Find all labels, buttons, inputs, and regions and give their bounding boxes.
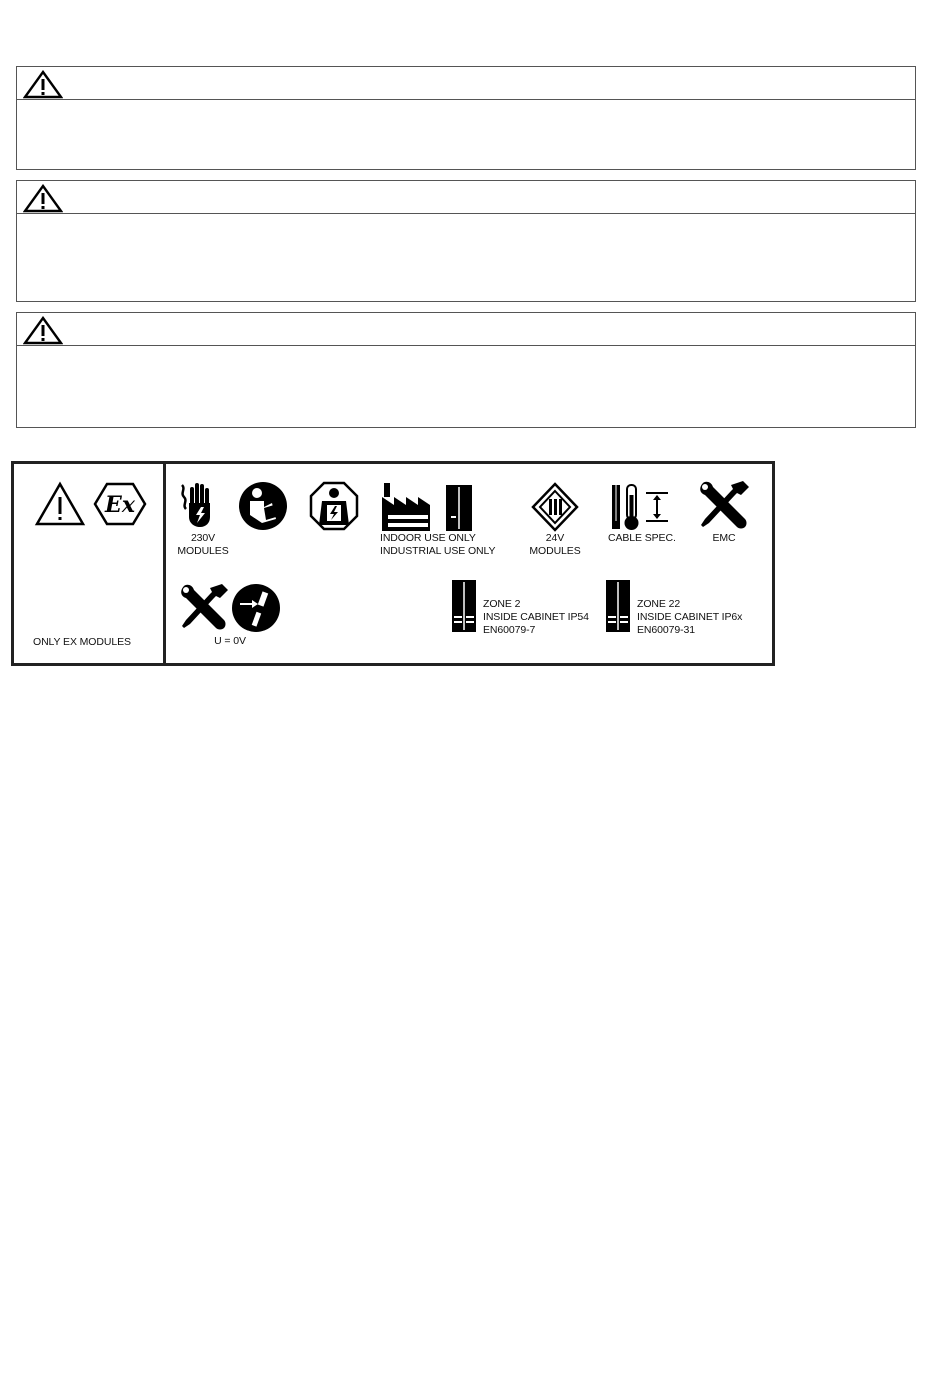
warning-triangle-icon <box>34 481 86 527</box>
label-zone-2-line2: INSIDE CABINET IP54 <box>483 611 589 623</box>
label-zone-22 <box>637 598 742 637</box>
label-indoor-line2: INDUSTRIAL USE ONLY <box>380 545 496 557</box>
warning-box-body <box>17 347 915 427</box>
wrench-screwdriver-icon <box>697 479 751 533</box>
warning-triangle-icon <box>23 184 63 213</box>
label-zone-22-line2: INSIDE CABINET IP6x <box>637 611 743 623</box>
label-24v-line1: 24V <box>545 532 565 544</box>
label-zone-2 <box>483 598 589 637</box>
cabinet-icon <box>450 578 478 634</box>
left-panel-caption: ONLY EX MODULES <box>33 636 131 648</box>
label-230v-line2: MODULES <box>177 545 229 557</box>
warning-box-1 <box>16 66 916 170</box>
label-230v-line1: 230V <box>190 532 216 544</box>
label-zone-2-line1: ZONE 2 <box>483 598 521 610</box>
hand-shock-icon <box>178 481 218 529</box>
factory-cabinet-icon <box>380 481 474 533</box>
ex-hexagon-icon <box>92 481 148 527</box>
label-indoor <box>380 532 495 558</box>
label-emc: EMC <box>712 532 736 544</box>
qualified-electrician-icon <box>309 481 359 531</box>
label-indoor-line1: INDOOR USE ONLY <box>380 532 476 544</box>
warning-box-2 <box>16 180 916 302</box>
cabinet-icon <box>604 578 632 634</box>
label-zone-22-line1: ZONE 22 <box>637 598 681 610</box>
svg-text:Ex: Ex <box>105 492 135 518</box>
label-24v <box>522 532 588 558</box>
warning-box-header <box>17 67 915 100</box>
cable-temperature-icon <box>610 481 674 533</box>
label-divider <box>163 464 166 663</box>
read-manual-icon <box>238 481 288 531</box>
warning-box-header <box>17 313 915 346</box>
warning-box-header <box>17 181 915 214</box>
label-cable-spec: CABLE SPEC. <box>608 532 676 544</box>
warning-triangle-icon <box>23 70 63 99</box>
warning-box-body <box>17 101 915 169</box>
warning-box-body <box>17 215 915 301</box>
label-230v <box>174 532 232 558</box>
product-label <box>11 461 775 666</box>
label-zone-2-line3: EN60079-7 <box>483 624 536 636</box>
warning-triangle-icon <box>23 316 63 345</box>
label-24v-line2: MODULES <box>529 545 581 557</box>
tools-disconnect-icon <box>178 582 282 634</box>
label-u-0v: U = 0V <box>214 635 246 647</box>
warning-box-3 <box>16 312 916 428</box>
label-zone-22-line3: EN60079-31 <box>637 624 695 636</box>
sell-diamond-icon <box>531 482 579 532</box>
